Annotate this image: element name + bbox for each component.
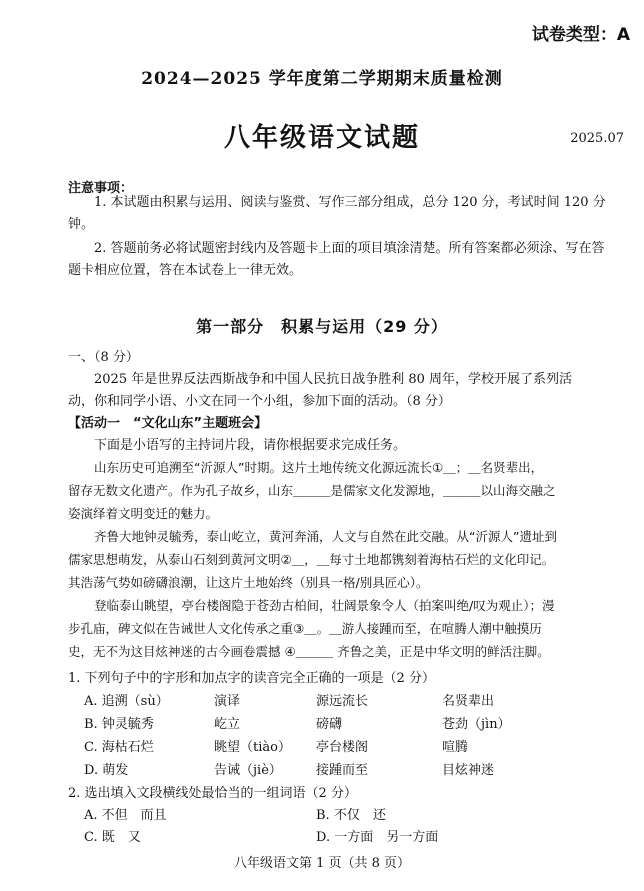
task-line: 下面是小语写的主持词片段，请你根据要求完成任务。 bbox=[94, 438, 407, 453]
q1-option-b-3: 磅礴 bbox=[316, 717, 343, 732]
passage-line-2: 留存无数文化遗产。作为孔子故乡，山东＿＿＿是儒家文化发源地，＿＿＿以山海交融之 bbox=[68, 483, 556, 498]
note-item-1: 1. 本试题由积累与运用、阅读与鉴赏、写作三部分组成，总分 120 分，考试时间 120 分钟。 bbox=[68, 195, 606, 232]
q1-option-b-1: B. 钟灵毓秀 bbox=[84, 717, 154, 732]
q1-option-b-4: 苍劲（jìn） bbox=[442, 717, 511, 732]
q1-option-a-1: A. 追溯（sù） bbox=[84, 694, 169, 709]
q2-option-d: D. 一方面 另一方面 bbox=[316, 830, 439, 845]
activity-heading: 【活动一 “文化山东”主题班会】 bbox=[68, 416, 268, 431]
q1-option-a-3: 源远流长 bbox=[316, 694, 369, 709]
q1-option-a-2: 演译 bbox=[214, 694, 241, 709]
q1-option-a-4: 名贤辈出 bbox=[442, 694, 495, 709]
q2-option-b: B. 不仅 还 bbox=[316, 808, 386, 823]
q1-option-c-2: 眺望（tiào） bbox=[214, 740, 291, 755]
q2-option-c: C. 既 又 bbox=[84, 830, 141, 845]
intro-line-2: 动，你和同学小语、小文在同一个小组，参加下面的活动。（8 分） bbox=[68, 394, 451, 409]
passage-line-8: 步孔庙，碑文似在告诫世人文化传承之重③＿。＿游人接踵而至，在喧腾人潮中触摸历 bbox=[68, 621, 542, 636]
q1-option-c-1: C. 海枯石烂 bbox=[84, 740, 154, 755]
exam-title: 2024—2025 学年度第二学期期末质量检测 bbox=[141, 69, 503, 89]
question-1-stem: 1. 下列句子中的字形和加点字的读音完全正确的一项是（2 分） bbox=[68, 671, 435, 686]
page-title: 八年级语文试题 bbox=[223, 123, 420, 153]
q2-option-a: A. 不但 而且 bbox=[84, 808, 167, 823]
passage-line-9: 史，无不为这目炫神迷的古今画卷震撼 ④＿＿＿ 齐鲁之美，正是中华文明的鲜活注脚。 bbox=[68, 644, 550, 659]
q1-option-d-3: 接踵而至 bbox=[316, 763, 369, 778]
passage-line-5: 儒家思想萌发，从泰山石刻到黄河文明②＿，＿每寸土地都镌刻着海枯石烂的文化印记。 bbox=[68, 552, 555, 567]
paper-type: 试卷类型：A bbox=[531, 25, 630, 45]
part1-heading: 第一部分 积累与运用（29 分） bbox=[196, 317, 448, 336]
exam-date: 2025.07 bbox=[570, 131, 624, 146]
q1-option-c-3: 亭台楼阁 bbox=[316, 740, 369, 755]
q1-option-d-2: 告诫（jiè） bbox=[214, 763, 282, 778]
passage-line-3: 姿演绎着文明变迁的魅力。 bbox=[68, 506, 219, 521]
q1-option-d-4: 目炫神迷 bbox=[442, 763, 495, 778]
passage-line-4: 齐鲁大地钟灵毓秀，泰山屹立，黄河奔涌，人文与自然在此交融。从“沂源人”遗址到 bbox=[94, 529, 557, 544]
page-footer: 八年级语文第 1 页（共 8 页） bbox=[233, 856, 411, 871]
intro-line-1: 2025 年是世界反法西斯战争和中国人民抗日战争胜利 80 周年，学校开展了系列活 bbox=[94, 372, 573, 387]
q1-option-c-4: 喧腾 bbox=[442, 740, 469, 755]
passage-line-7: 登临泰山眺望，亭台楼阁隐于苍劲古柏间，壮阔景象令人（拍案叫绝/叹为观止）；漫 bbox=[94, 598, 555, 613]
passage-line-6: 其浩荡气势如磅礴浪潮，让这片土地始终（别具一格/别具匠心）。 bbox=[68, 575, 429, 590]
section-label: 一、（8 分） bbox=[68, 350, 139, 365]
passage-line-1: 山东历史可追溯至“沂源人”时期。这片土地传统文化源远流长①＿；＿名贤辈出， bbox=[94, 460, 544, 475]
note-item-2: 2. 答题前务必将试题密封线内及答题卡上面的项目填涂清楚。所有答案都必须涂、写在答题卡相应位置，答在本试卷上一律无效。 bbox=[68, 241, 605, 278]
question-2-stem: 2. 选出填入文段横线处最恰当的一组词语（2 分） bbox=[68, 786, 357, 801]
notes-heading: 注意事项： bbox=[68, 181, 134, 196]
q1-option-b-2: 屹立 bbox=[214, 717, 241, 732]
q1-option-d-1: D. 萌发 bbox=[84, 763, 129, 778]
